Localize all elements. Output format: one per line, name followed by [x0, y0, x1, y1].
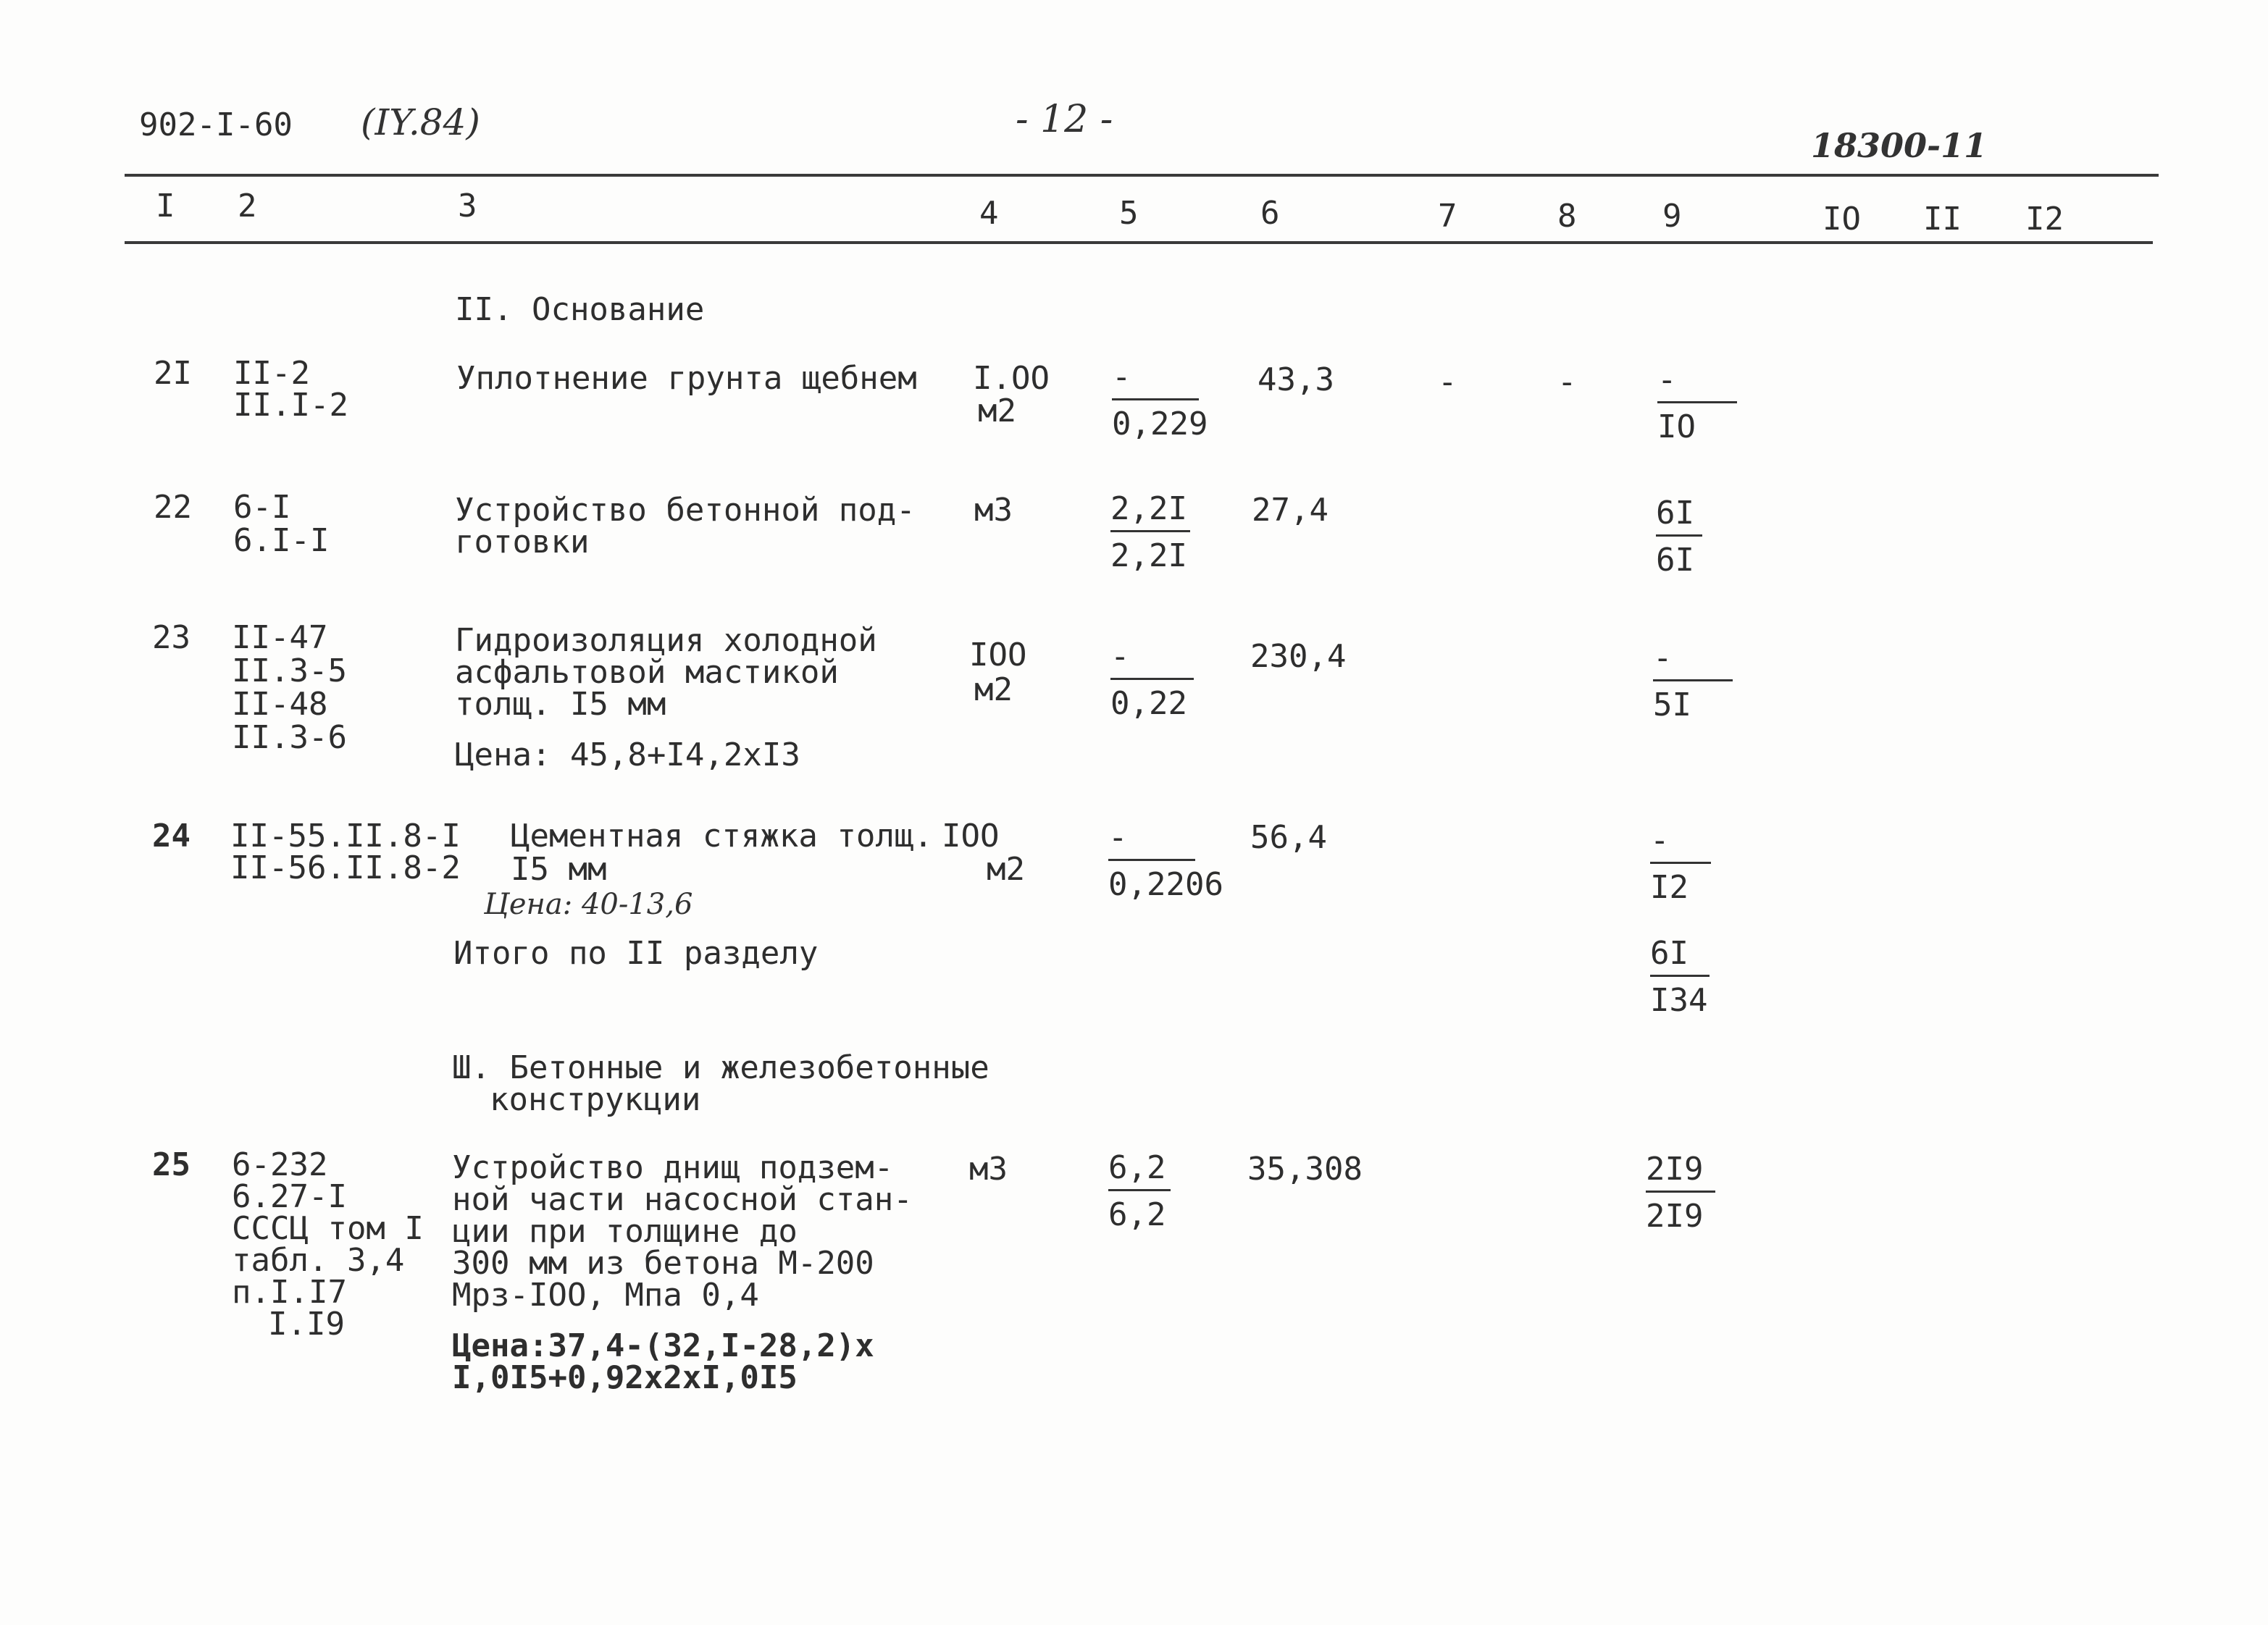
row-code: СССЦ том I — [232, 1210, 424, 1247]
row-col5-fraction — [1108, 819, 1223, 903]
row-col5-fraction — [1108, 1151, 1171, 1232]
fraction-numerator: 2I9 — [1646, 1153, 1715, 1193]
fraction-denominator: 5I — [1653, 686, 1691, 723]
section-title-continuation: конструкции — [490, 1081, 701, 1118]
fraction-denominator: 2,2I — [1110, 537, 1187, 574]
header-rule — [125, 241, 2153, 244]
row-unit: м2 — [974, 671, 1013, 708]
row-code: II-48 — [232, 686, 328, 723]
row-description: асфальтовой мастикой — [455, 654, 839, 691]
row-description: толщ. I5 мм — [455, 686, 666, 723]
row-number: 22 — [154, 489, 192, 526]
row-code: II-56.II.8-2 — [230, 849, 461, 886]
column-header: IO — [1823, 201, 1861, 238]
row-col7: - — [1438, 364, 1457, 400]
subtotal-label: Итого по II разделу — [453, 935, 819, 972]
row-description: Мрз-IOO, Мпа 0,4 — [452, 1277, 759, 1314]
column-header: 9 — [1662, 198, 1682, 235]
row-code: II.3-6 — [232, 719, 347, 756]
fraction-numerator: 2,2I — [1110, 492, 1190, 532]
row-col9-fraction — [1650, 824, 1711, 904]
fraction-denominator: 6I — [1656, 542, 1694, 579]
row-unit: м2 — [978, 392, 1016, 429]
row-price-formula: Цена: 40-13,6 — [484, 888, 693, 921]
section-title: Ш. Бетонные и железобетонные — [452, 1049, 989, 1086]
row-unit: IOO — [942, 818, 1000, 855]
column-header: II — [1923, 201, 1962, 238]
row-description: Устройство днищ подзем- — [452, 1149, 894, 1186]
row-description: Цементная стяжка толщ. — [511, 818, 933, 855]
row-unit: I.OO — [973, 360, 1050, 397]
row-number: 2I — [154, 355, 192, 392]
fraction-numerator: - — [1653, 642, 1733, 681]
fraction-numerator: 6I — [1656, 497, 1702, 537]
row-col8: - — [1557, 364, 1577, 400]
row-description: ной части насосной стан- — [452, 1181, 913, 1218]
row-col6: 56,4 — [1250, 819, 1327, 856]
row-code: II-2 — [233, 355, 310, 392]
row-code: 6.I-I — [233, 522, 330, 559]
row-number: 24 — [152, 818, 191, 855]
row-description: 300 мм из бетона М-200 — [452, 1245, 874, 1282]
top-rule — [125, 174, 2159, 177]
row-col6: 27,4 — [1252, 492, 1328, 529]
archive-number: 18300-11 — [1811, 126, 1988, 165]
row-code: II-47 — [232, 619, 328, 656]
row-col6: 43,3 — [1258, 361, 1334, 398]
fraction-denominator: 6,2 — [1108, 1196, 1166, 1233]
column-header: 7 — [1438, 198, 1457, 235]
row-unit: IOO — [969, 637, 1027, 673]
doc-code: 902-I-60 — [139, 106, 293, 143]
column-header: I2 — [2025, 201, 2064, 238]
row-code: 6.27-I — [232, 1178, 347, 1215]
row-code: I.I9 — [268, 1306, 345, 1343]
fraction-numerator: 6,2 — [1108, 1151, 1171, 1191]
row-description: Уплотнение грунта щебнем — [456, 360, 917, 397]
fraction-numerator: - — [1650, 824, 1711, 864]
row-code: п.I.I7 — [232, 1274, 347, 1311]
fraction-numerator: - — [1657, 364, 1737, 403]
column-header: I — [156, 188, 175, 224]
row-price-formula: Цена: 45,8+I4,2xI3 — [455, 736, 800, 773]
row-unit: м3 — [969, 1151, 1008, 1188]
row-code: табл. 3,4 — [232, 1242, 405, 1279]
row-code: 6-I — [233, 489, 291, 526]
row-code: II-55.II.8-I — [230, 818, 461, 855]
row-col9-fraction — [1657, 361, 1737, 445]
row-col5-fraction — [1112, 358, 1208, 442]
row-code: II.I-2 — [233, 387, 348, 424]
row-col6: 35,308 — [1247, 1151, 1363, 1188]
row-code: 6-232 — [232, 1146, 328, 1183]
column-header: 5 — [1119, 195, 1139, 232]
row-description: Гидроизоляция холодной — [455, 622, 877, 659]
row-description: I5 мм — [511, 851, 607, 888]
row-number: 25 — [152, 1146, 191, 1183]
fraction-denominator: 0,2206 — [1108, 866, 1223, 903]
fraction-denominator: IO — [1657, 408, 1696, 445]
row-code: II.3-5 — [232, 652, 347, 689]
fraction-numerator: - — [1112, 361, 1199, 400]
fraction-denominator: 0,22 — [1110, 685, 1187, 722]
row-description: готовки — [455, 524, 590, 560]
column-header: 4 — [979, 195, 999, 232]
row-price-formula: Цена:37,4-(32,I-28,2)x — [452, 1327, 874, 1364]
row-col9-fraction — [1653, 639, 1733, 723]
row-price-formula: I,0I5+0,92x2xI,0I5 — [452, 1359, 798, 1396]
doc-date: (IY.84) — [361, 101, 480, 143]
row-description: ции при толщине до — [452, 1213, 798, 1250]
fraction-denominator: 2I9 — [1646, 1198, 1704, 1235]
row-col5-fraction — [1110, 640, 1194, 721]
fraction-denominator: 0,229 — [1112, 406, 1208, 442]
fraction-numerator: 6I — [1650, 937, 1710, 977]
section-title: II. Основание — [455, 291, 705, 328]
fraction-numerator: - — [1110, 640, 1194, 680]
column-header: 3 — [458, 188, 477, 224]
fraction-denominator: I34 — [1650, 982, 1708, 1019]
row-col6: 230,4 — [1250, 638, 1347, 675]
column-header: 6 — [1260, 195, 1280, 232]
column-header: 2 — [238, 188, 257, 224]
fraction-denominator: I2 — [1650, 869, 1689, 906]
column-header: 8 — [1557, 198, 1577, 235]
row-col9-fraction — [1656, 497, 1702, 577]
row-description: Устройство бетонной под- — [455, 492, 916, 529]
fraction-numerator: - — [1108, 821, 1195, 861]
row-col5-fraction — [1110, 492, 1190, 573]
row-unit: м2 — [987, 851, 1025, 888]
row-unit: м3 — [974, 492, 1013, 529]
row-col9-fraction — [1646, 1153, 1715, 1233]
page-number: - 12 - — [1016, 98, 1113, 141]
row-number: 23 — [152, 619, 191, 656]
subtotal-fraction — [1650, 937, 1710, 1017]
